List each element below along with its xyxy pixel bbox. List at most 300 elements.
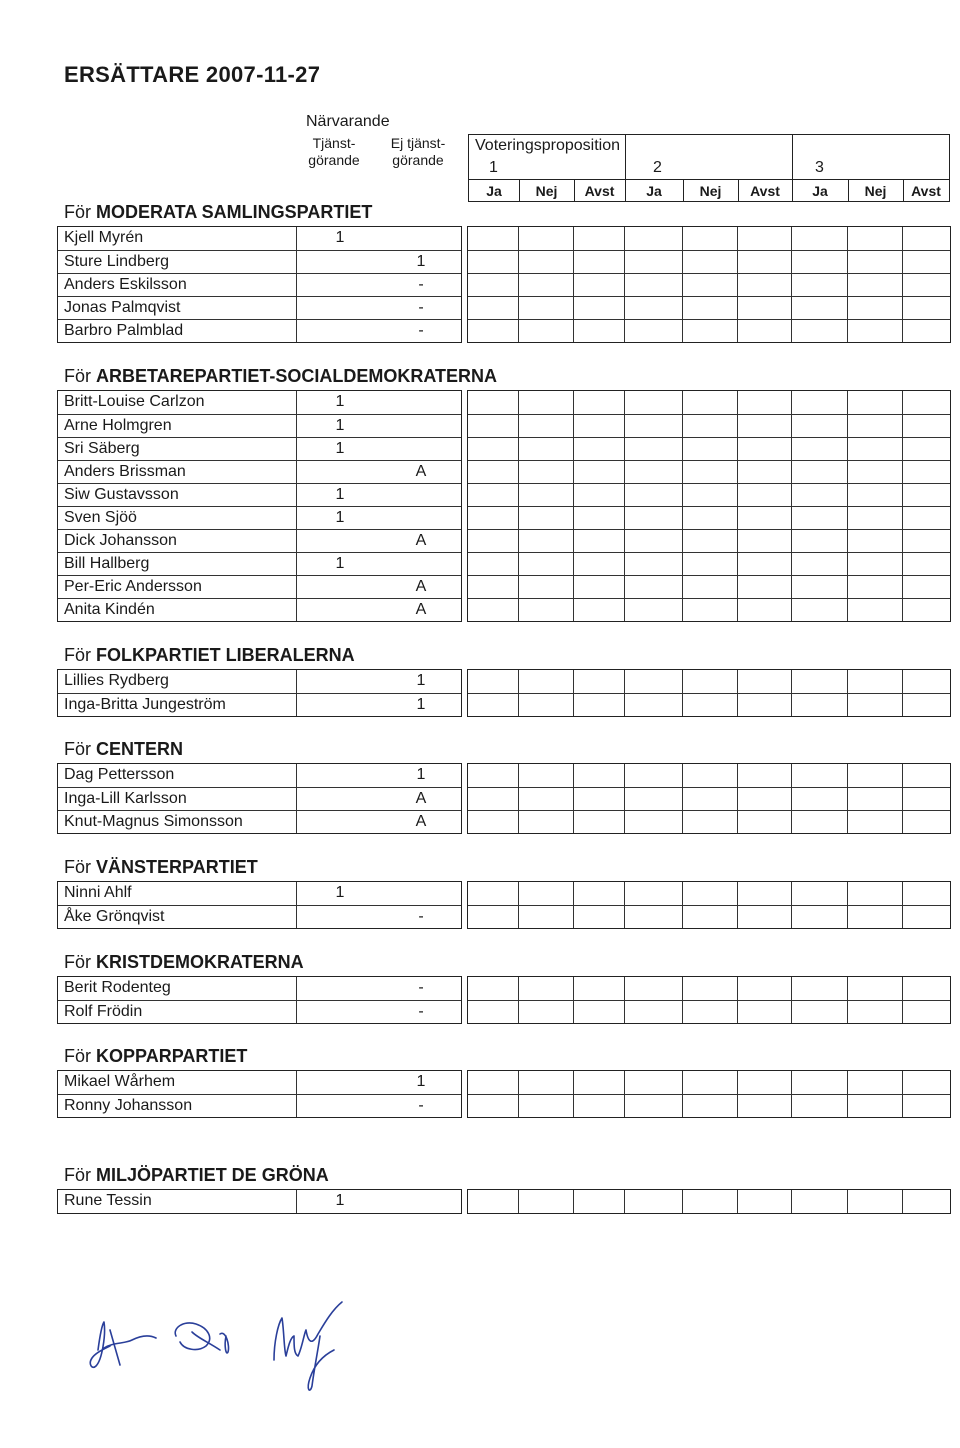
option-avst: Avst	[911, 183, 941, 199]
vote-cell-divider	[737, 1190, 738, 1213]
member-name: Per-Eric Andersson	[64, 578, 202, 595]
tjanstgorande-cell: 1	[335, 1192, 345, 1209]
vote-cell-divider	[624, 507, 625, 529]
vote-cell-divider	[573, 227, 574, 250]
vote-cell-divider	[737, 251, 738, 273]
vote-cell-divider	[902, 391, 903, 414]
member-row	[58, 319, 461, 342]
attendance-table	[57, 1189, 462, 1214]
ej-tjanstgorande-cell	[406, 882, 436, 904]
vote-cell-divider	[518, 764, 519, 787]
vote-row	[468, 529, 950, 552]
ej-tjanstgorande-cell: A	[415, 813, 427, 830]
ej-tjanstgorande-cell	[406, 507, 436, 529]
vote-cell-divider	[682, 461, 683, 483]
member-row	[58, 693, 461, 716]
member-row	[58, 1094, 461, 1117]
tjanstgorande-cell: 1	[335, 884, 345, 901]
member-row	[58, 575, 461, 598]
vote-cell-divider	[518, 906, 519, 928]
vote-cell-divider	[518, 1071, 519, 1094]
vote-cell-divider	[737, 553, 738, 575]
vote-cell-divider	[624, 415, 625, 437]
vote-cell-divider	[737, 227, 738, 250]
option-avst: Avst	[584, 183, 615, 199]
vote-cell-divider	[791, 297, 792, 319]
member-name: Arne Holmgren	[64, 417, 172, 434]
member-name: Anita Kindén	[64, 601, 155, 618]
vote-cell-divider	[847, 1095, 848, 1117]
vote-cell-divider	[573, 438, 574, 460]
member-name: Kjell Myrén	[64, 229, 144, 246]
vote-cell-divider	[624, 599, 625, 621]
vote-table	[467, 1189, 951, 1214]
vote-cell-divider	[624, 320, 625, 342]
vote-cell-divider	[791, 507, 792, 529]
vote-cell-divider	[518, 507, 519, 529]
column-divider	[296, 227, 297, 250]
vote-cell-divider	[737, 320, 738, 342]
vote-cell-divider	[847, 906, 848, 928]
ejtjanst-line2: görande	[392, 152, 444, 168]
member-row	[58, 552, 461, 575]
vote-cell-divider	[624, 297, 625, 319]
option-ja: Ja	[646, 183, 662, 199]
vote-cell-divider	[518, 670, 519, 693]
vote-cell-divider	[791, 320, 792, 342]
vote-cell-divider	[847, 507, 848, 529]
member-name: Bill Hallberg	[64, 555, 150, 572]
vote-cell-divider	[573, 507, 574, 529]
vote-cell-divider	[902, 1190, 903, 1213]
member-row	[58, 529, 461, 552]
vote-cell-divider	[573, 391, 574, 414]
member-row	[58, 670, 461, 693]
vote-cell-divider	[902, 882, 903, 905]
vote-cell-divider	[573, 694, 574, 716]
member-name: Inga-Britta Jungeström	[64, 696, 226, 713]
party-heading	[64, 645, 355, 666]
vote-cell-divider	[682, 1001, 683, 1023]
vote-cell-divider	[902, 251, 903, 273]
vote-cell-divider	[737, 438, 738, 460]
vote-cell-divider	[518, 694, 519, 716]
tjanstgorande-cell: 1	[335, 229, 345, 246]
vote-cell-divider	[682, 320, 683, 342]
tjanstgorande-cell	[325, 977, 355, 999]
party-prefix: För	[64, 1046, 91, 1066]
vote-cell-divider	[682, 1190, 683, 1213]
vote-cell-divider	[847, 882, 848, 905]
vote-cell-divider	[682, 274, 683, 296]
ej-tjanstgorande-cell: 1	[416, 672, 426, 689]
vote-cell-divider	[518, 227, 519, 250]
vote-cell-divider	[791, 576, 792, 598]
ej-tjanstgorande-cell: A	[415, 532, 427, 549]
vote-cell-divider	[518, 788, 519, 810]
vote-cell-divider	[847, 438, 848, 460]
vote-cell-divider	[624, 977, 625, 1000]
party-heading	[64, 1046, 247, 1067]
vote-row	[468, 319, 950, 342]
tjanstgorande-cell	[325, 906, 355, 928]
ej-tjanstgorande-cell	[406, 438, 436, 460]
column-divider	[296, 297, 297, 319]
member-row	[58, 296, 461, 319]
tjanstgorande-cell: 1	[335, 417, 345, 434]
column-divider	[296, 1071, 297, 1094]
vote-cell-divider	[682, 553, 683, 575]
vote-cell-divider	[791, 484, 792, 506]
member-row	[58, 1190, 461, 1213]
vote-cell-divider	[902, 576, 903, 598]
vote-cell-divider	[737, 297, 738, 319]
vote-cell-divider	[573, 764, 574, 787]
tjanstgorande-cell	[325, 320, 355, 342]
member-row	[58, 882, 461, 905]
voteringsproposition-header	[468, 134, 950, 202]
vote-cell-divider	[682, 1071, 683, 1094]
vote-cell-divider	[737, 484, 738, 506]
vote-cell-divider	[573, 484, 574, 506]
member-name: Ninni Ahlf	[64, 884, 132, 901]
vote-cell-divider	[682, 764, 683, 787]
vote-cell-divider	[573, 670, 574, 693]
vote-cell-divider	[682, 251, 683, 273]
attendance-table	[57, 763, 462, 834]
tjanstgorande-cell	[325, 530, 355, 552]
member-row	[58, 414, 461, 437]
vote-cell-divider	[791, 906, 792, 928]
vote-cell-divider	[737, 274, 738, 296]
vote-cell-divider	[791, 553, 792, 575]
vote-cell-divider	[624, 906, 625, 928]
vote-cell-divider	[682, 484, 683, 506]
vote-row	[468, 598, 950, 621]
column-divider	[296, 788, 297, 810]
vote-cell-divider	[791, 1190, 792, 1213]
tjanstgorande-cell: 1	[335, 486, 345, 503]
vote-cell-divider	[624, 274, 625, 296]
vote-cell-divider	[847, 1071, 848, 1094]
vote-cell-divider	[791, 694, 792, 716]
vote-cell-divider	[847, 251, 848, 273]
vote-row	[468, 575, 950, 598]
member-name: Inga-Lill Karlsson	[64, 790, 187, 807]
vote-cell-divider	[791, 1001, 792, 1023]
tjanstgorande-cell	[325, 1095, 355, 1117]
vote-cell-divider	[791, 599, 792, 621]
vote-table	[467, 226, 951, 343]
vote-cell-divider	[624, 882, 625, 905]
party-name: CENTERN	[96, 739, 184, 759]
vote-cell-divider	[847, 553, 848, 575]
vote-cell-divider	[902, 507, 903, 529]
vote-cell-divider	[573, 297, 574, 319]
member-name: Anders Eskilsson	[64, 276, 187, 293]
vote-cell-divider	[737, 670, 738, 693]
vote-cell-divider	[847, 484, 848, 506]
vote-cell-divider	[902, 670, 903, 693]
vote-cell-divider	[573, 599, 574, 621]
vote-cell-divider	[518, 1095, 519, 1117]
tjanstgorande-header	[304, 135, 364, 169]
ej-tjanstgorande-cell: -	[418, 1003, 424, 1020]
vote-table	[467, 1070, 951, 1118]
member-row	[58, 787, 461, 810]
vote-cell-divider	[902, 530, 903, 552]
attendance-table	[57, 1070, 462, 1118]
member-name: Berit Rodenteg	[64, 979, 171, 996]
member-name: Lillies Rydberg	[64, 672, 169, 689]
vote-cell-divider	[682, 1095, 683, 1117]
vote-row	[468, 437, 950, 460]
vote-cell-divider	[902, 694, 903, 716]
ej-tjanstgorande-cell: 1	[416, 253, 426, 270]
vote-cell-divider	[573, 1071, 574, 1094]
vote-table	[467, 763, 951, 834]
vote-cell-divider	[518, 1190, 519, 1213]
ej-tjanstgorande-cell: 1	[416, 1073, 426, 1090]
vote-table	[467, 976, 951, 1024]
vote-cell-divider	[624, 1071, 625, 1094]
vote-cell-divider	[847, 599, 848, 621]
page-title: ERSÄTTARE 2007-11-27	[64, 62, 321, 87]
column-divider	[296, 461, 297, 483]
proposition-1: 1	[489, 159, 498, 176]
member-row	[58, 250, 461, 273]
vote-cell-divider	[791, 788, 792, 810]
party-heading	[64, 857, 258, 878]
party-prefix: För	[64, 366, 91, 386]
tjanstgorande-cell	[325, 1001, 355, 1023]
vote-cell-divider	[518, 882, 519, 905]
tjanstgorande-cell	[325, 274, 355, 296]
party-prefix: För	[64, 202, 91, 222]
ej-tjanstgorande-cell	[406, 227, 436, 249]
ej-tjanstgorande-cell	[406, 391, 436, 413]
vote-cell-divider	[737, 882, 738, 905]
party-name: MILJÖPARTIET DE GRÖNA	[96, 1165, 329, 1185]
vote-cell-divider	[737, 788, 738, 810]
vote-cell-divider	[624, 1190, 625, 1213]
vote-cell-divider	[573, 553, 574, 575]
vote-cell-divider	[624, 811, 625, 833]
member-row	[58, 905, 461, 928]
vote-cell-divider	[902, 553, 903, 575]
vote-row	[468, 810, 950, 833]
vote-cell-divider	[682, 227, 683, 250]
ej-tjanstgorande-cell: -	[418, 908, 424, 925]
ej-tjanstgorande-cell	[406, 484, 436, 506]
vote-cell-divider	[624, 576, 625, 598]
ej-tjanstgorande-cell: -	[418, 322, 424, 339]
column-divider	[296, 1095, 297, 1117]
ej-tjanstgorande-cell	[406, 1190, 436, 1212]
vote-cell-divider	[682, 811, 683, 833]
vote-cell-divider	[902, 438, 903, 460]
vote-cell-divider	[791, 882, 792, 905]
vote-cell-divider	[902, 977, 903, 1000]
ej-tjanstgorande-cell: A	[415, 601, 427, 618]
vote-row	[468, 882, 950, 905]
vote-row	[468, 787, 950, 810]
tjanst-line1: Tjänst-	[312, 135, 356, 151]
vote-cell-divider	[791, 461, 792, 483]
vote-cell-divider	[737, 507, 738, 529]
vote-cell-divider	[573, 415, 574, 437]
vote-cell-divider	[518, 1001, 519, 1023]
vote-cell-divider	[682, 530, 683, 552]
member-name: Dick Johansson	[64, 532, 177, 549]
vote-cell-divider	[902, 484, 903, 506]
vote-cell-divider	[624, 1095, 625, 1117]
tjanst-line2: görande	[308, 152, 360, 168]
member-name: Dag Pettersson	[64, 766, 175, 783]
column-divider	[296, 530, 297, 552]
vote-cell-divider	[518, 251, 519, 273]
vote-cell-divider	[847, 320, 848, 342]
vote-cell-divider	[682, 670, 683, 693]
vote-cell-divider	[847, 788, 848, 810]
member-row	[58, 764, 461, 787]
column-divider	[296, 764, 297, 787]
column-divider	[296, 882, 297, 905]
column-divider	[296, 977, 297, 1000]
member-name: Barbro Palmblad	[64, 322, 184, 339]
ej-tjanstgorande-cell: 1	[416, 766, 426, 783]
vote-cell-divider	[847, 670, 848, 693]
option-ja: Ja	[812, 183, 828, 199]
party-prefix: För	[64, 645, 91, 665]
vote-cell-divider	[624, 788, 625, 810]
vote-table	[467, 390, 951, 622]
column-divider	[296, 906, 297, 928]
attendance-table	[57, 881, 462, 929]
party-heading	[64, 366, 497, 387]
proposition-2: 2	[653, 159, 662, 176]
vote-cell-divider	[573, 811, 574, 833]
attendance-table	[57, 976, 462, 1024]
vote-cell-divider	[737, 694, 738, 716]
vote-cell-divider	[518, 530, 519, 552]
vote-cell-divider	[791, 530, 792, 552]
member-name: Jonas Palmqvist	[64, 299, 181, 316]
member-name: Ronny Johansson	[64, 1097, 193, 1114]
vote-row	[468, 1094, 950, 1117]
member-row	[58, 598, 461, 621]
vote-cell-divider	[518, 811, 519, 833]
vote-cell-divider	[682, 507, 683, 529]
narvarande-header: Närvarande	[306, 113, 390, 130]
tjanstgorande-cell: 1	[335, 393, 345, 410]
vote-cell-divider	[518, 274, 519, 296]
party-heading	[64, 739, 183, 760]
party-name: MODERATA SAMLINGSPARTIET	[96, 202, 373, 222]
ej-tjanstgorande-cell: 1	[416, 696, 426, 713]
ej-tjanstgorande-cell: -	[418, 299, 424, 316]
vote-cell-divider	[737, 764, 738, 787]
party-name: FOLKPARTIET LIBERALERNA	[96, 645, 355, 665]
vote-cell-divider	[902, 811, 903, 833]
tjanstgorande-cell	[325, 251, 355, 273]
member-name: Mikael Wårhem	[64, 1073, 176, 1090]
vote-cell-divider	[624, 553, 625, 575]
vote-cell-divider	[847, 227, 848, 250]
vote-row	[468, 552, 950, 575]
vote-cell-divider	[573, 274, 574, 296]
column-divider	[296, 553, 297, 575]
vote-cell-divider	[573, 788, 574, 810]
tjanstgorande-cell	[325, 694, 355, 716]
vote-row	[468, 460, 950, 483]
signatures	[80, 1290, 380, 1400]
vote-cell-divider	[518, 320, 519, 342]
vote-cell-divider	[518, 576, 519, 598]
ej-tjanstgorande-cell	[406, 553, 436, 575]
member-row	[58, 1000, 461, 1023]
member-name: Sven Sjöö	[64, 509, 137, 526]
vote-cell-divider	[518, 391, 519, 414]
party-name: ARBETAREPARTIET-SOCIALDEMOKRATERNA	[96, 366, 498, 386]
member-row	[58, 437, 461, 460]
vote-cell-divider	[791, 977, 792, 1000]
vote-row	[468, 391, 950, 414]
member-name: Knut-Magnus Simonsson	[64, 813, 243, 830]
vote-cell-divider	[847, 764, 848, 787]
vote-cell-divider	[902, 1095, 903, 1117]
vote-cell-divider	[902, 906, 903, 928]
tjanstgorande-cell: 1	[335, 509, 345, 526]
voteringsproposition-title: Voteringsproposition	[475, 137, 620, 154]
vote-cell-divider	[737, 906, 738, 928]
party-name: KRISTDEMOKRATERNA	[96, 952, 304, 972]
vote-row	[468, 764, 950, 787]
column-divider	[296, 507, 297, 529]
vote-cell-divider	[518, 977, 519, 1000]
column-divider	[296, 1190, 297, 1213]
vote-row	[468, 905, 950, 928]
member-row	[58, 227, 461, 250]
vote-cell-divider	[573, 1095, 574, 1117]
vote-cell-divider	[682, 977, 683, 1000]
vote-cell-divider	[518, 415, 519, 437]
member-row	[58, 810, 461, 833]
member-row	[58, 506, 461, 529]
ej-tjanstgorande-cell: A	[415, 790, 427, 807]
vote-cell-divider	[791, 391, 792, 414]
vote-row	[468, 1071, 950, 1094]
tjanstgorande-cell	[325, 461, 355, 483]
vote-cell-divider	[573, 882, 574, 905]
tjanstgorande-cell	[325, 764, 355, 786]
vote-row	[468, 273, 950, 296]
column-divider	[296, 320, 297, 342]
vote-cell-divider	[737, 811, 738, 833]
vote-cell-divider	[791, 415, 792, 437]
tjanstgorande-cell	[325, 599, 355, 621]
vote-cell-divider	[682, 415, 683, 437]
party-name: KOPPARPARTIET	[96, 1046, 248, 1066]
vote-cell-divider	[518, 438, 519, 460]
vote-cell-divider	[847, 297, 848, 319]
vote-cell-divider	[624, 484, 625, 506]
column-divider	[296, 576, 297, 598]
vote-cell-divider	[624, 251, 625, 273]
member-row	[58, 460, 461, 483]
member-name: Siw Gustavsson	[64, 486, 179, 503]
vote-cell-divider	[518, 461, 519, 483]
